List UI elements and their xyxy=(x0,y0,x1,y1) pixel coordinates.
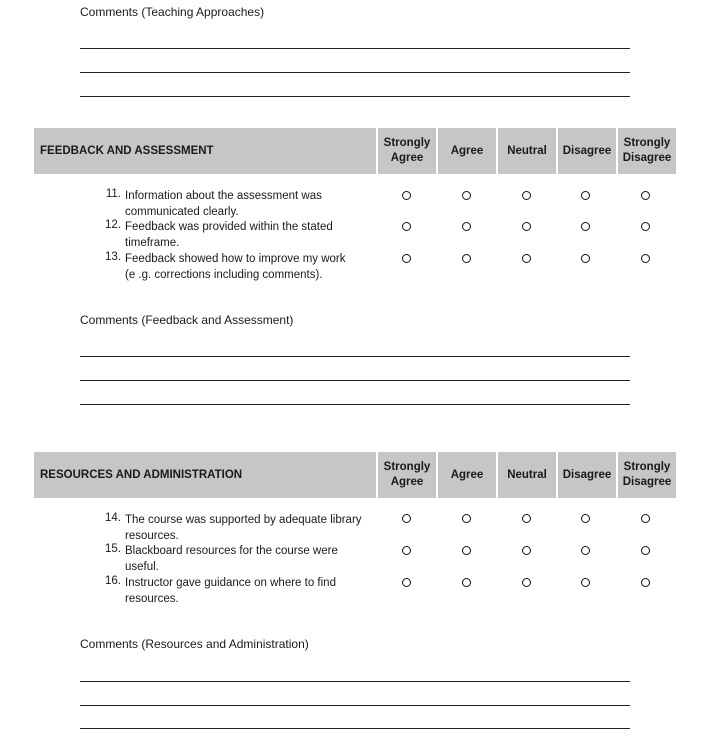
feedback-col-strongly-agree-line1: Strongly xyxy=(383,137,431,149)
resources-col-strongly-disagree-line2: Disagree xyxy=(622,476,672,488)
question-text xyxy=(125,219,365,251)
q12-disagree-radio[interactable] xyxy=(581,222,590,231)
question-line: Blackboard resources for the course were xyxy=(125,545,338,557)
teaching-comment-line-2[interactable] xyxy=(80,72,630,73)
resources-col-strongly-agree-line1: Strongly xyxy=(383,461,431,473)
q11-strongly-agree-radio[interactable] xyxy=(402,191,411,200)
q15-strongly-disagree-radio[interactable] xyxy=(641,546,650,555)
q14-disagree-radio[interactable] xyxy=(581,514,590,523)
q15-disagree-radio[interactable] xyxy=(581,546,590,555)
feedback-col-neutral xyxy=(496,128,556,174)
q12-neutral-radio[interactable] xyxy=(522,222,531,231)
q12-strongly-agree-radio[interactable] xyxy=(402,222,411,231)
q14-neutral-radio[interactable] xyxy=(522,514,531,523)
question-line: The course was supported by adequate library xyxy=(125,514,362,526)
feedback-col-strongly-disagree-line2: Disagree xyxy=(622,152,672,164)
q16-agree-radio[interactable] xyxy=(462,578,471,587)
question-text xyxy=(125,188,365,220)
resources-col-disagree xyxy=(556,452,616,498)
q11-strongly-disagree-radio[interactable] xyxy=(641,191,650,200)
resources-col-strongly-disagree-line1: Strongly xyxy=(623,461,671,473)
teaching-comments-label: Comments (Teaching Approaches) xyxy=(80,5,265,19)
feedback-section-header xyxy=(34,128,676,174)
q13-strongly-agree-radio[interactable] xyxy=(402,254,411,263)
q16-disagree-radio[interactable] xyxy=(581,578,590,587)
question-number: 11. xyxy=(105,188,121,200)
resources-col-agree xyxy=(436,452,496,498)
feedback-section-title: FEEDBACK AND ASSESSMENT xyxy=(40,145,214,157)
question-number: 12. xyxy=(105,219,121,231)
q14-strongly-disagree-radio[interactable] xyxy=(641,514,650,523)
feedback-col-agree xyxy=(436,128,496,174)
q16-strongly-disagree-radio[interactable] xyxy=(641,578,650,587)
feedback-comment-line-3[interactable] xyxy=(80,404,630,405)
question-text xyxy=(125,543,365,575)
question-line: timeframe. xyxy=(125,237,180,249)
resources-col-disagree-line1: Disagree xyxy=(562,468,612,481)
question-number: 16. xyxy=(105,575,121,587)
question-text xyxy=(125,575,365,607)
q13-disagree-radio[interactable] xyxy=(581,254,590,263)
resources-col-strongly-agree xyxy=(376,452,436,498)
q12-strongly-disagree-radio[interactable] xyxy=(641,222,650,231)
feedback-col-neutral-line1: Neutral xyxy=(507,144,547,157)
resources-col-neutral xyxy=(496,452,556,498)
q14-strongly-agree-radio[interactable] xyxy=(402,514,411,523)
q13-neutral-radio[interactable] xyxy=(522,254,531,263)
resources-comment-line-3[interactable] xyxy=(80,728,630,729)
q13-strongly-disagree-radio[interactable] xyxy=(641,254,650,263)
teaching-comment-line-1[interactable] xyxy=(80,48,630,49)
resources-comments-label: Comments (Resources and Administration) xyxy=(80,637,309,651)
resources-section-header xyxy=(34,452,676,498)
q15-neutral-radio[interactable] xyxy=(522,546,531,555)
feedback-col-strongly-agree xyxy=(376,128,436,174)
resources-col-agree-line1: Agree xyxy=(450,468,484,481)
resources-col-neutral-line1: Neutral xyxy=(507,468,547,481)
feedback-col-strongly-agree-line2: Agree xyxy=(390,152,424,164)
question-line: resources. xyxy=(125,530,179,542)
question-line: Information about the assessment was xyxy=(125,190,322,202)
question-line: Feedback was provided within the stated xyxy=(125,221,333,233)
feedback-col-agree-line1: Agree xyxy=(450,144,484,157)
resources-comment-line-2[interactable] xyxy=(80,705,630,706)
question-line: communicated clearly. xyxy=(125,206,239,218)
question-line: Feedback showed how to improve my work xyxy=(125,253,346,265)
q11-neutral-radio[interactable] xyxy=(522,191,531,200)
question-line: (e .g. corrections including comments). xyxy=(125,269,323,281)
feedback-comment-line-2[interactable] xyxy=(80,380,630,381)
teaching-comment-line-3[interactable] xyxy=(80,96,630,97)
q11-disagree-radio[interactable] xyxy=(581,191,590,200)
q14-agree-radio[interactable] xyxy=(462,514,471,523)
question-number: 15. xyxy=(105,543,121,555)
feedback-col-strongly-disagree xyxy=(616,128,676,174)
q15-strongly-agree-radio[interactable] xyxy=(402,546,411,555)
resources-comment-line-1[interactable] xyxy=(80,681,630,682)
q12-agree-radio[interactable] xyxy=(462,222,471,231)
q15-agree-radio[interactable] xyxy=(462,546,471,555)
question-line: Instructor gave guidance on where to find xyxy=(125,577,336,589)
question-text xyxy=(125,512,375,544)
question-line: useful. xyxy=(125,561,159,573)
q16-neutral-radio[interactable] xyxy=(522,578,531,587)
resources-section-title: RESOURCES AND ADMINISTRATION xyxy=(40,469,243,481)
feedback-comment-line-1[interactable] xyxy=(80,356,630,357)
feedback-col-disagree xyxy=(556,128,616,174)
feedback-comments-label: Comments (Feedback and Assessment) xyxy=(80,313,294,327)
question-number: 13. xyxy=(105,251,121,263)
question-line: resources. xyxy=(125,593,179,605)
feedback-col-strongly-disagree-line1: Strongly xyxy=(623,137,671,149)
q11-agree-radio[interactable] xyxy=(462,191,471,200)
q13-agree-radio[interactable] xyxy=(462,254,471,263)
question-text xyxy=(125,251,365,283)
question-number: 14. xyxy=(105,512,121,524)
resources-col-strongly-disagree xyxy=(616,452,676,498)
q16-strongly-agree-radio[interactable] xyxy=(402,578,411,587)
feedback-col-disagree-line1: Disagree xyxy=(562,144,612,157)
resources-col-strongly-agree-line2: Agree xyxy=(390,476,424,488)
